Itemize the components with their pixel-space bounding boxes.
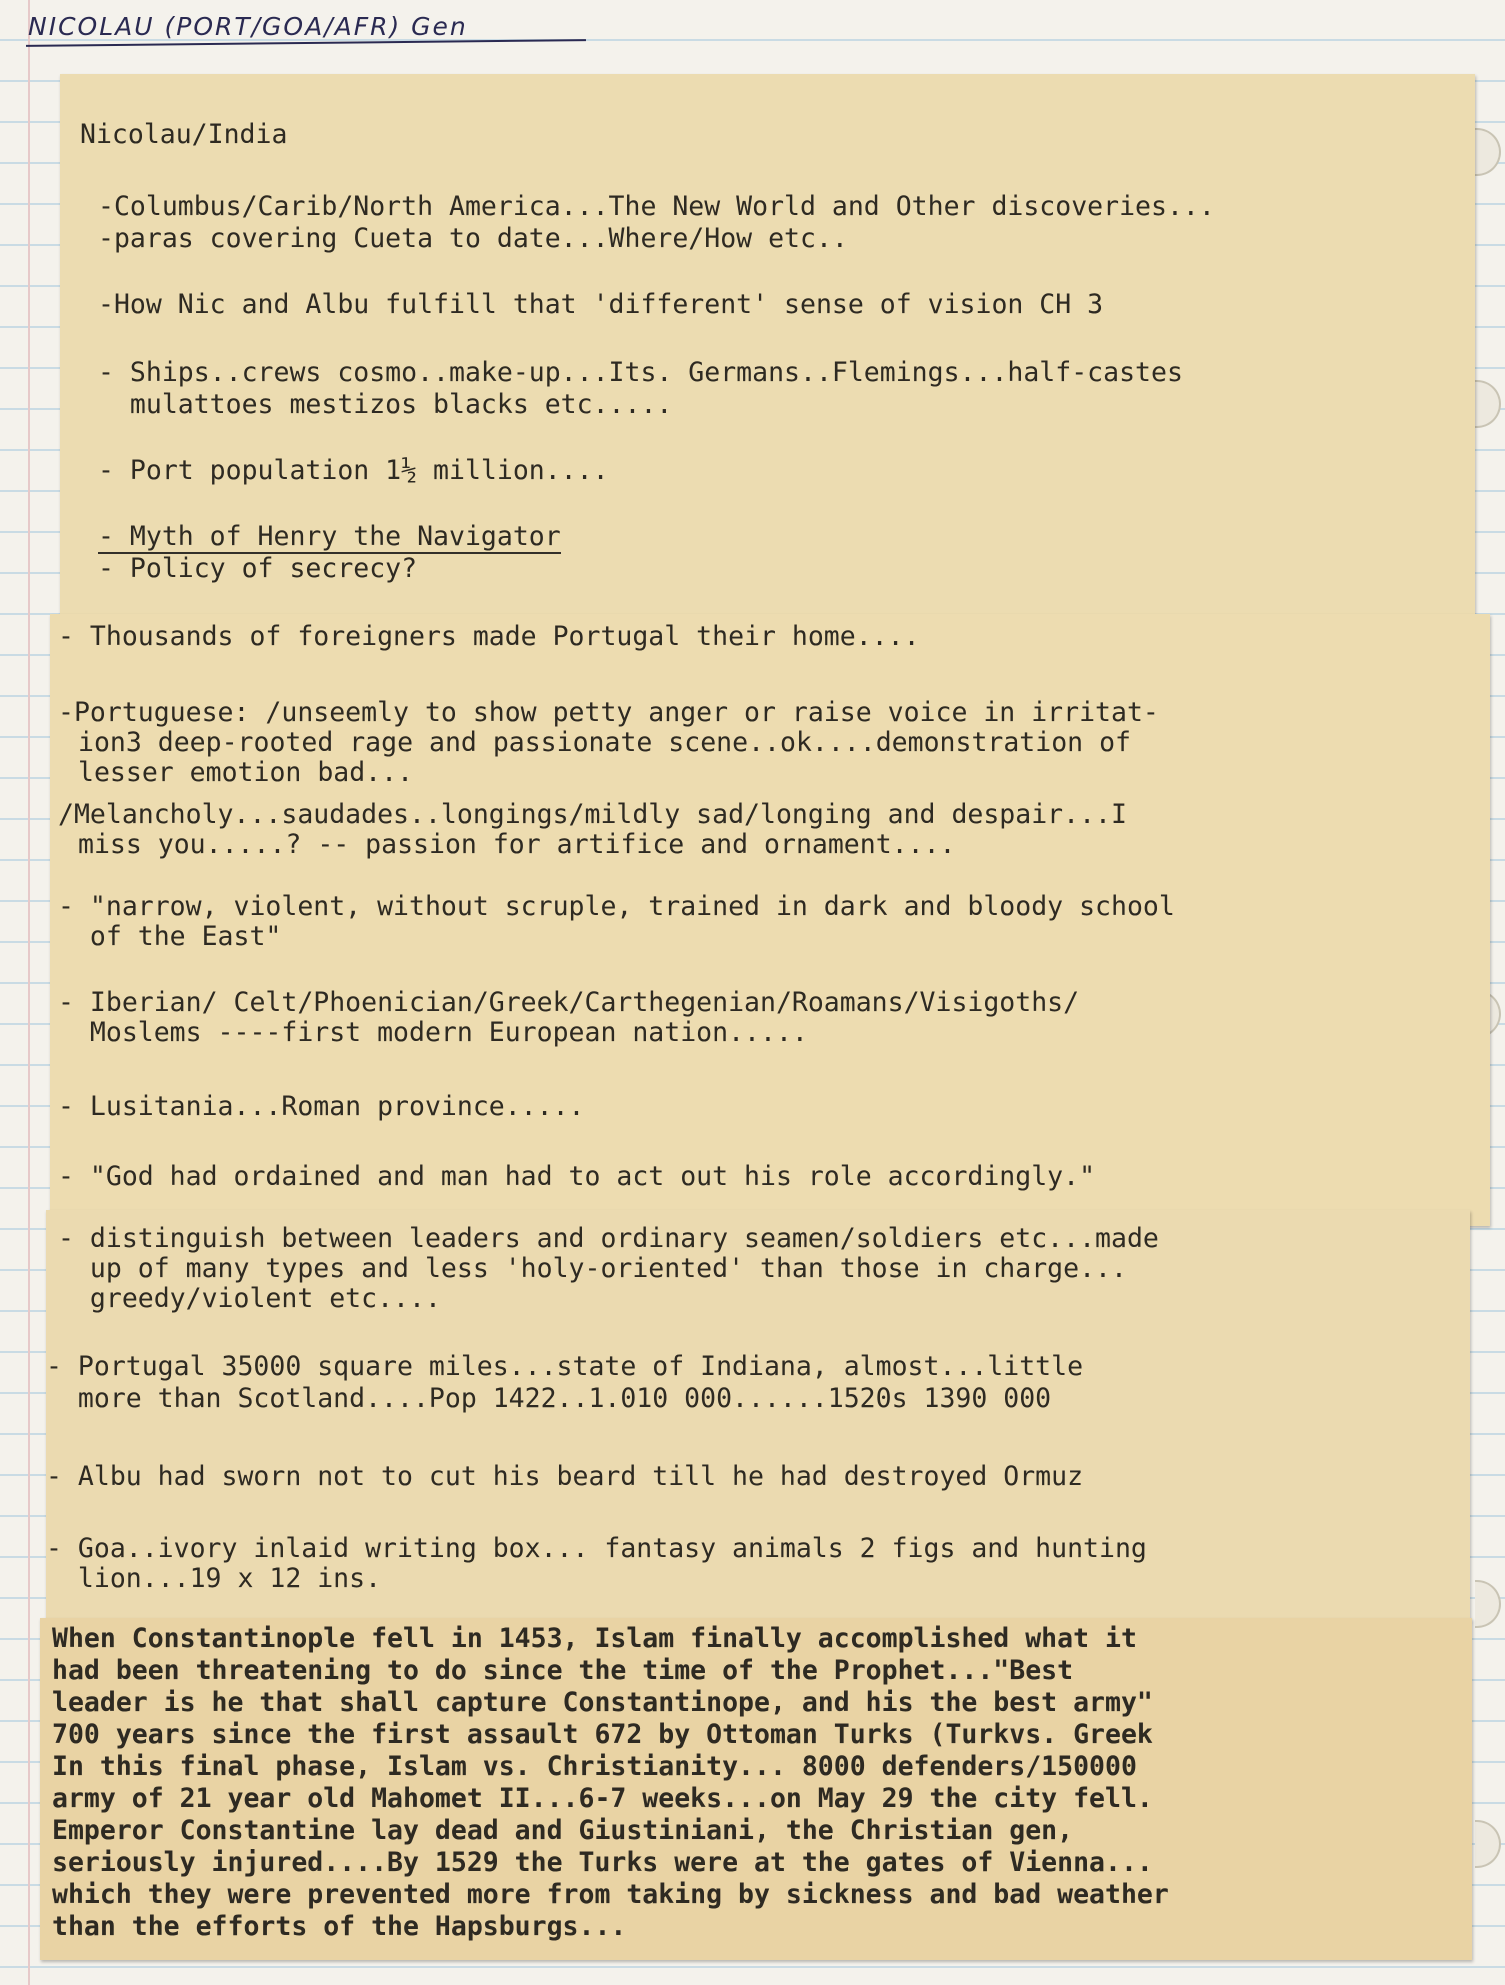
typed-line: miss you.....? -- passion for artifice and ornament.... [78, 829, 956, 860]
typed-line: ion3 deep-rooted rage and passionate scene..ok....demonstration of [78, 727, 1131, 758]
binder-ring-hole [1475, 1580, 1501, 1628]
typed-slip-1 [60, 74, 1475, 616]
handwritten-title: NICOLAU (PORT/GOA/AFR) Gen [28, 12, 468, 41]
typed-line: -How Nic and Albu fulfill that 'different' sense of vision CH 3 [98, 289, 1104, 320]
typed-line: - Albu had sworn not to cut his beard till he had destroyed Ormuz [46, 1461, 1084, 1492]
typed-line: seriously injured....By 1529 the Turks were at the gates of Vienna... [52, 1847, 1153, 1878]
typed-line: In this final phase, Islam vs. Christianity... 8000 defenders/150000 [52, 1751, 1137, 1782]
typed-line: -Columbus/Carib/North America...The New World and Other discoveries... [98, 191, 1215, 222]
typed-line: army of 21 year old Mahomet II...6-7 weeks...on May 29 the city fell. [52, 1783, 1153, 1814]
typed-slip-3 [46, 1210, 1470, 1622]
typed-line: lesser emotion bad... [78, 757, 414, 788]
typed-line: more than Scotland....Pop 1422..1.010 000......1520s 1390 000 [46, 1383, 1052, 1414]
margin-line [28, 0, 30, 1985]
typed-line: - Policy of secrecy? [98, 553, 418, 584]
typed-line: When Constantinople fell in 1453, Islam finally accomplished what it [52, 1623, 1137, 1654]
typed-line: - Portugal 35000 square miles...state of Indiana, almost...little [46, 1351, 1084, 1382]
typed-line: which they were prevented more from taking by sickness and bad weather [52, 1879, 1169, 1910]
typed-line: -paras covering Cueta to date...Where/How etc.. [98, 223, 848, 254]
typed-line: greedy/violent etc.... [58, 1283, 441, 1314]
typed-line: Moslems ----first modern European nation..... [58, 1017, 808, 1048]
typed-slip-4 [40, 1618, 1472, 1960]
binder-ring-hole [1475, 128, 1501, 176]
typed-line: than the efforts of the Hapsburgs... [52, 1911, 627, 1942]
typed-line: had been threatening to do since the time of the Prophet..."Best [52, 1655, 1074, 1686]
binder-ring-hole [1475, 1820, 1501, 1868]
typed-line: -Portuguese: /unseemly to show petty anger or raise voice in irritat- [58, 697, 1159, 728]
typed-line: /Melancholy...saudades..longings/mildly sad/longing and despair...I [58, 799, 1127, 830]
typed-line: up of many types and less 'holy-oriented' than those in charge... [58, 1253, 1127, 1284]
typed-line: mulattoes mestizos blacks etc..... [98, 389, 673, 420]
typed-slip-2 [50, 614, 1490, 1226]
typed-line: - Port population 1½ million.... [98, 455, 609, 486]
typed-line: 700 years since the first assault 672 by Ottoman Turks (Turkvs. Greek [52, 1719, 1153, 1750]
typed-line: - "narrow, violent, without scruple, trained in dark and bloody school [58, 891, 1175, 922]
typed-line: leader is he that shall capture Constantinope, and his the best army" [52, 1687, 1153, 1718]
typed-line: - "God had ordained and man had to act out his role accordingly." [58, 1161, 1096, 1192]
typed-line: - distinguish between leaders and ordinary seamen/soldiers etc...made [58, 1223, 1159, 1254]
slip-heading: Nicolau/India [80, 119, 288, 150]
typed-line: - Goa..ivory inlaid writing box... fantasy animals 2 figs and hunting [46, 1533, 1147, 1564]
typed-line: - Ships..crews cosmo..make-up...Its. Germans..Flemings...half-castes [98, 357, 1183, 388]
typed-line: Emperor Constantine lay dead and Giustiniani, the Christian gen, [52, 1815, 1074, 1846]
typed-line: of the East" [58, 921, 282, 952]
typed-line: - Lusitania...Roman province..... [58, 1091, 585, 1122]
binder-ring-hole [1475, 380, 1501, 428]
typed-line: - Iberian/ Celt/Phoenician/Greek/Carthegenian/Roamans/Visigoths/ [58, 987, 1080, 1018]
typed-line-underlined: - Myth of Henry the Navigator [98, 521, 561, 552]
typed-line: lion...19 x 12 ins. [46, 1563, 382, 1594]
typed-line: - Thousands of foreigners made Portugal their home.... [58, 621, 920, 652]
